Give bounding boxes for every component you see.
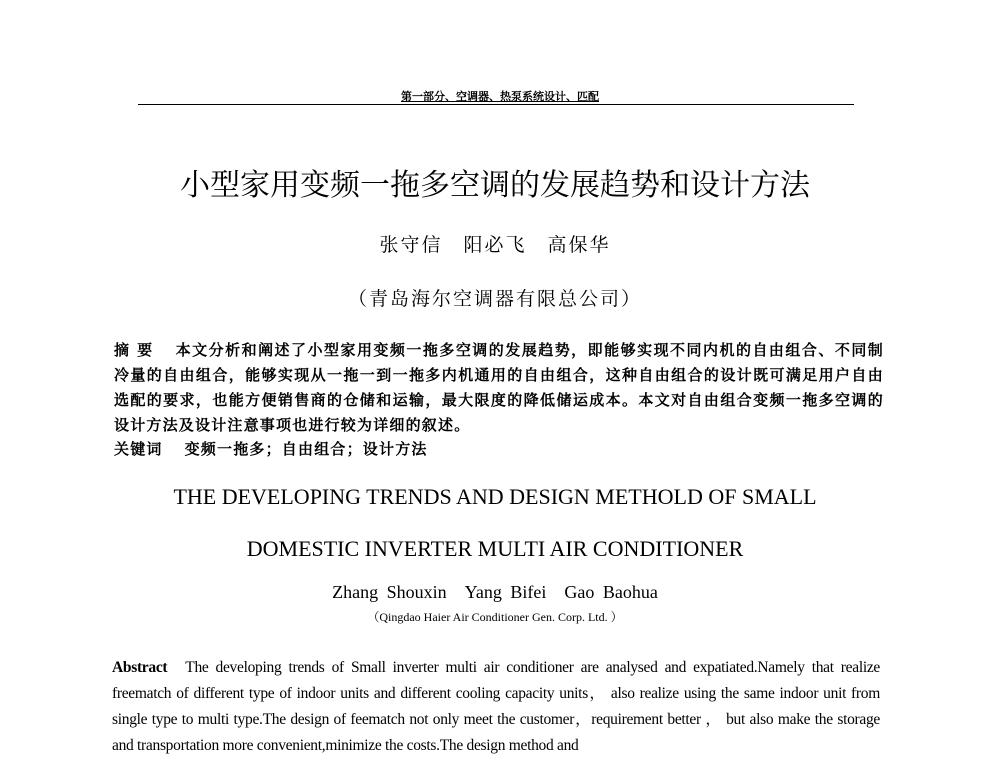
running-header-text: 第一部分、空调器、热泵系统设计、匹配: [397, 91, 603, 103]
english-abstract-label: Abstract: [112, 659, 168, 676]
english-abstract-text: The developing trends of Small inverter multi air conditioner are analysed and expatiated.Namely that realize freematch of different type of indoor units and different cooling capacity units， also realize using the same indoor unit from single type to multi type.The design of feematch not only meet the customer，requirement better ， but also make the storage and transportation more convenient,minimize the costs.The design method and: [112, 659, 880, 754]
english-title-line-1: THE DEVELOPING TRENDS AND DESIGN METHOLD OF SMALL: [173, 484, 817, 509]
english-affiliation: （Qingdao Haier Air Conditioner Gen. Corp. Ltd. ）: [367, 610, 623, 624]
running-header: [0, 88, 1000, 104]
keywords-label: 关键词: [114, 440, 163, 458]
affiliation: （青岛海尔空调器有限总公司）: [347, 289, 642, 310]
english-abstract: [112, 655, 880, 759]
chinese-keywords: [114, 438, 428, 459]
paper-title: 小型家用变频一拖多空调的发展趋势和设计方法: [180, 168, 810, 203]
abstract-label: 摘 要: [114, 341, 154, 359]
english-title-line-2: DOMESTIC INVERTER MULTI AIR CONDITIONER: [246, 536, 744, 561]
header-rule: [138, 104, 854, 105]
authors: 张守信 阳必飞 高保华: [379, 235, 611, 256]
abstract-text: 本文分析和阐述了小型家用变频一拖多空调的发展趋势，即能够实现不同内机的自由组合、不同制冷量的自由组合，能够实现从一拖一到一拖多内机通用的自由组合，这种自由组合的设计既可满足用户自由选配的要求，也能方便销售商的仓储和运输，最大限度的降低储运成本。本文对自由组合变频一拖多空调的设计方法及设计注意事项也进行较为详细的叙述。: [114, 343, 885, 434]
english-authors: Zhang Shouxin Yang Bifei Gao Baohua: [332, 582, 658, 602]
keywords-text: 变频一拖多；自由组合；设计方法: [184, 442, 428, 458]
chinese-abstract: [114, 338, 884, 439]
